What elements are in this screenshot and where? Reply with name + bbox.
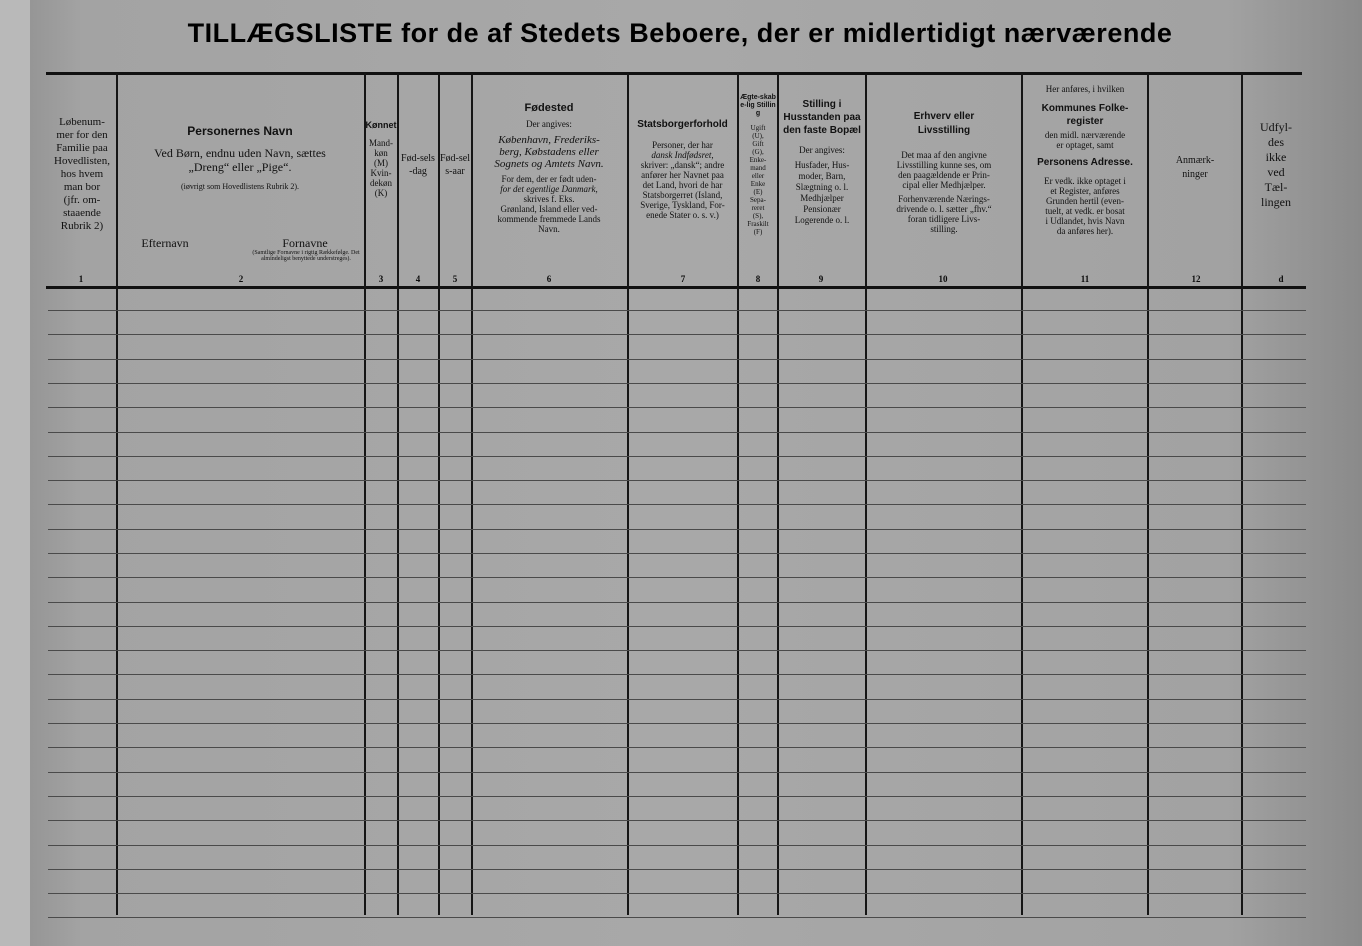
header-line: i Udlandet, hvis Navn [1045, 216, 1125, 226]
column-header-3 [365, 120, 397, 198]
column-divider [471, 73, 473, 915]
header-line: Mand- [369, 138, 393, 148]
header-line: Udfyl- [1260, 120, 1292, 134]
header-line: Rubrik 2) [60, 220, 104, 232]
column-header-5: Fød-sels-aar [440, 153, 470, 177]
header-line: Gift [752, 140, 764, 148]
ruled-line [48, 480, 1306, 481]
column-header-2 [120, 124, 360, 194]
ruled-line [48, 796, 1306, 797]
ruled-line [48, 626, 1306, 627]
column-header-6 [474, 102, 624, 234]
ruled-line [48, 407, 1306, 408]
header-line: Logerende o. l. [794, 215, 850, 225]
column-header-10 [868, 110, 1020, 234]
ruled-line [48, 432, 1306, 433]
column-divider [397, 73, 399, 915]
column-number: 9 [818, 274, 824, 284]
header-line: mand [750, 164, 766, 172]
header-line: enede Stater o. s. v.) [646, 210, 719, 220]
header-line: Navn. [538, 224, 560, 234]
ruled-line [48, 893, 1306, 894]
header-line: Sverige, Tyskland, For- [640, 200, 725, 210]
ruled-line [48, 359, 1306, 360]
header-pre: Her anføres, i hvilken [1045, 84, 1125, 94]
ruled-line [48, 845, 1306, 846]
header-line: man bor [63, 181, 101, 193]
header-line: staaende [63, 207, 101, 219]
ruled-line [48, 577, 1306, 578]
header-line: Grønland, Island eller ved- [500, 204, 598, 214]
column-number: 4 [415, 274, 421, 284]
header-line: Sepa- [750, 196, 766, 204]
header-line: (F) [753, 228, 763, 236]
header-line: da anføres her). [1056, 226, 1114, 236]
header-line: Sognets og Amtets Navn. [494, 158, 604, 170]
ruled-line [48, 699, 1306, 700]
header-line: Statsborgerret (Island, [642, 190, 723, 200]
header-heading: Kønnet [365, 120, 397, 130]
ruled-line [48, 674, 1306, 675]
header-line: køn [374, 148, 388, 158]
header-line: (G), [752, 148, 764, 156]
column-header-8 [739, 94, 777, 236]
column-header-12: Anmærk-ninger [1175, 155, 1215, 180]
header-line: skriver: „dansk“; andre [640, 160, 725, 170]
ruled-line [48, 553, 1306, 554]
header-line: er optaget, samt [1056, 140, 1114, 150]
column-number: 8 [755, 274, 761, 284]
header-line: Forhenværende Nærings- [898, 194, 990, 204]
ruled-line [48, 529, 1306, 530]
page-edge [0, 0, 30, 946]
column-divider [777, 73, 779, 915]
column-divider [364, 73, 366, 915]
header-line: moder, Barn, [798, 171, 846, 181]
header-line: Enke- [749, 156, 767, 164]
header-line: for det egentlige Danmark, [500, 184, 598, 194]
header-line: det Land, hvori de har [642, 180, 723, 190]
header-line: berg, Købstadens eller [499, 146, 599, 158]
header-line: drivende o. l. sætter „fhv.“ [896, 204, 992, 214]
column-header-1 [48, 116, 116, 233]
column-header-4: Fød-sels-dag [401, 153, 435, 177]
ruled-line [48, 334, 1306, 335]
header-line: Kvin- [370, 168, 392, 178]
column-divider [438, 73, 440, 915]
header-line: Livsstilling kunne ses, om [896, 160, 992, 170]
header-line: (S), [752, 212, 764, 220]
ruled-line [48, 747, 1306, 748]
ruled-line [48, 820, 1306, 821]
header-line: ved [1267, 165, 1285, 179]
header-line: Det maa af den angivne [901, 150, 987, 160]
header-heading: Erhverv eller Livsstilling [913, 111, 975, 136]
header-line: „Dreng“ eller „Pige“. [188, 160, 292, 174]
header-line: (jfr. om- [63, 194, 101, 206]
column-number: d [1278, 274, 1284, 284]
ruled-line [48, 456, 1306, 457]
header-line: skrives f. Eks. [523, 194, 575, 204]
ruled-line [48, 310, 1306, 311]
header-line: stilling. [930, 224, 958, 234]
column-number: 12 [1191, 274, 1201, 284]
header-line: Tæl- [1264, 180, 1288, 194]
column-number: 1 [78, 274, 84, 284]
header-line: Løbenum- [59, 116, 105, 128]
header-line: den paagældende er Prin- [898, 170, 990, 180]
header-line: (M) [374, 158, 388, 168]
header-line: des [1268, 135, 1284, 149]
ruled-line [48, 772, 1306, 773]
column-divider [1147, 73, 1149, 915]
ruled-line [48, 723, 1306, 724]
header-top-rule [46, 72, 1302, 75]
header-line: eller [751, 172, 765, 180]
header-heading: Kommunes Folke-register [1041, 103, 1129, 127]
header-heading: Statsborgerforhold [637, 119, 728, 130]
header-heading: Fødested [524, 102, 574, 114]
subheader-fornavne-note: (Samtlige Fornavne i rigtig Rækkefølge. Det almindeligst benyttede understreges). [252, 250, 360, 262]
subheader-efternavn: Efternavn [141, 236, 189, 250]
ruled-line [48, 504, 1306, 505]
header-line: lingen [1261, 195, 1291, 209]
column-header-9 [780, 98, 864, 226]
header-line: (E) [753, 188, 763, 196]
column-divider [1241, 73, 1243, 915]
header-line: cipal eller Medhjælper. [902, 180, 986, 190]
header-line: Ved Børn, endnu uden Navn, sættes [154, 146, 326, 160]
header-line: reret [751, 204, 765, 212]
column-number: 2 [238, 274, 244, 284]
header-line: Grunden hertil (even- [1046, 196, 1124, 206]
header-line: anfører her Navnet paa [641, 170, 724, 180]
ruled-line [48, 650, 1306, 651]
header-note: (iøvrigt som Hovedlistens Rubrik 2). [181, 182, 299, 191]
ruled-line [48, 602, 1306, 603]
header-line: For dem, der er født uden- [501, 174, 597, 184]
header-line: Medhjælper [800, 193, 844, 203]
header-line: mer for den [56, 129, 108, 141]
header-line: kommende fremmede Lands [497, 214, 601, 224]
column-divider [116, 73, 118, 915]
header-line: Enke [750, 180, 766, 188]
header-line: Personer, der har [652, 140, 713, 150]
header-line: (K) [374, 188, 388, 198]
header-heading: Personens Adresse. [1037, 157, 1133, 168]
column-number: 3 [378, 274, 384, 284]
header-line: tuelt, at vedk. er bosat [1045, 206, 1125, 216]
header-line: et Register, anføres [1050, 186, 1120, 196]
page-title: TILLÆGSLISTE for de af Stedets Beboere, der er midlertidigt nærværende [187, 18, 1173, 48]
column-number: 6 [546, 274, 552, 284]
column-number: 11 [1080, 274, 1090, 284]
ruled-line [48, 869, 1306, 870]
subheader-fornavne: Fornavne [282, 236, 328, 250]
header-line: Slægtning o. l. [795, 182, 849, 192]
column-header-11 [1024, 84, 1146, 236]
header-heading: Personernes Navn [187, 124, 293, 138]
header-line: Hovedlisten, [54, 155, 110, 167]
header-line: dansk Indfødsret, [651, 150, 714, 160]
header-line: Husfader, Hus- [794, 160, 850, 170]
header-bottom-rule [46, 286, 1306, 289]
column-number: 10 [938, 274, 948, 284]
header-line: foran tidligere Livs- [907, 214, 981, 224]
header-sub: Der angives: [799, 145, 845, 155]
header-line: Ugift [750, 124, 766, 132]
column-divider [865, 73, 867, 915]
column-header-7 [629, 120, 736, 220]
ruled-line [48, 917, 1306, 918]
column-number: 5 [452, 274, 458, 284]
header-line: Er vedk. ikke optaget i [1044, 176, 1126, 186]
header-line: dekøn [370, 178, 392, 188]
header-line: ikke [1265, 150, 1287, 164]
column-divider [1021, 73, 1023, 915]
column-header-13 [1244, 120, 1308, 210]
header-line: hos hvem [60, 168, 104, 180]
ruled-line [48, 383, 1306, 384]
header-line: Pensionær [803, 204, 841, 214]
header-heading: Ægte-skabe-lig Stilling [740, 94, 776, 117]
header-line: Familie paa [56, 142, 108, 154]
header-line: København, Frederiks- [498, 134, 600, 146]
header-line: Fraskilt [747, 220, 769, 228]
header-sub: Der angives: [526, 119, 572, 129]
header-line: den midl. nærværende [1044, 130, 1126, 140]
header-heading: Stilling i Husstanden paa den faste Bopæl [783, 99, 861, 136]
header-line: (U), [752, 132, 764, 140]
column-number: 7 [680, 274, 686, 284]
